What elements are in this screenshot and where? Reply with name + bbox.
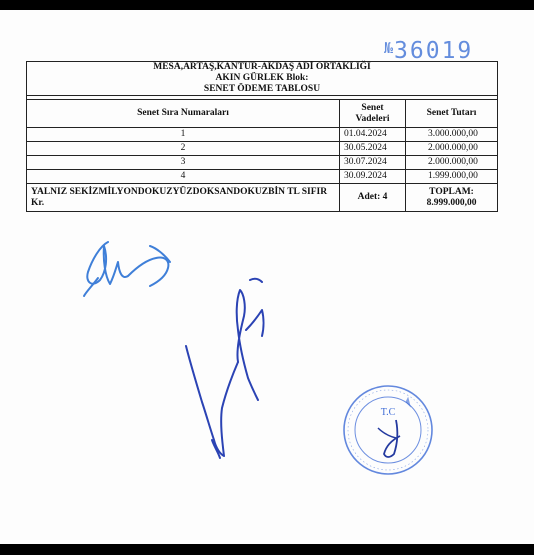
signature-1 bbox=[84, 242, 170, 296]
signatures-and-stamp bbox=[0, 10, 534, 544]
row-amount: 2.000.000,00 bbox=[406, 156, 498, 170]
stamp-center-text: T.C bbox=[380, 407, 396, 418]
row-seq: 3 bbox=[27, 156, 340, 170]
note-count: Adet: 4 bbox=[340, 184, 406, 212]
column-header-amount: Senet Tutarı bbox=[406, 100, 498, 128]
row-due-date: 30.05.2024 bbox=[340, 142, 406, 156]
column-header-seq: Senet Sıra Numaraları bbox=[27, 100, 340, 128]
row-due-date: 01.04.2024 bbox=[340, 128, 406, 142]
partnership-name: MESA,ARTAŞ,KANTUR-AKDAŞ ADİ ORTAKLIĞI bbox=[153, 62, 371, 72]
row-amount: 1.999.000,00 bbox=[406, 170, 498, 184]
total-amount: TOPLAM: 8.999.000,00 bbox=[406, 184, 498, 212]
schedule-title: SENET ÖDEME TABLOSU bbox=[203, 84, 321, 94]
signature-2 bbox=[186, 279, 264, 458]
column-header-due: Senet Vadeleri bbox=[340, 100, 406, 128]
total-in-words: YALNIZ SEKİZMİLYONDOKUZYÜZDOKSANDOKUZBİN TL SIFIR Kr. bbox=[27, 184, 340, 212]
row-amount: 3.000.000,00 bbox=[406, 128, 498, 142]
document-page bbox=[0, 10, 534, 544]
row-seq: 2 bbox=[27, 142, 340, 156]
row-due-date: 30.09.2024 bbox=[340, 170, 406, 184]
block-name: AKIN GÜRLEK Blok: bbox=[215, 73, 309, 83]
row-seq: 1 bbox=[27, 128, 340, 142]
serial-number: №36019 bbox=[384, 38, 474, 64]
official-stamp bbox=[344, 386, 432, 474]
row-due-date: 30.07.2024 bbox=[340, 156, 406, 170]
row-seq: 4 bbox=[27, 170, 340, 184]
row-amount: 2.000.000,00 bbox=[406, 142, 498, 156]
